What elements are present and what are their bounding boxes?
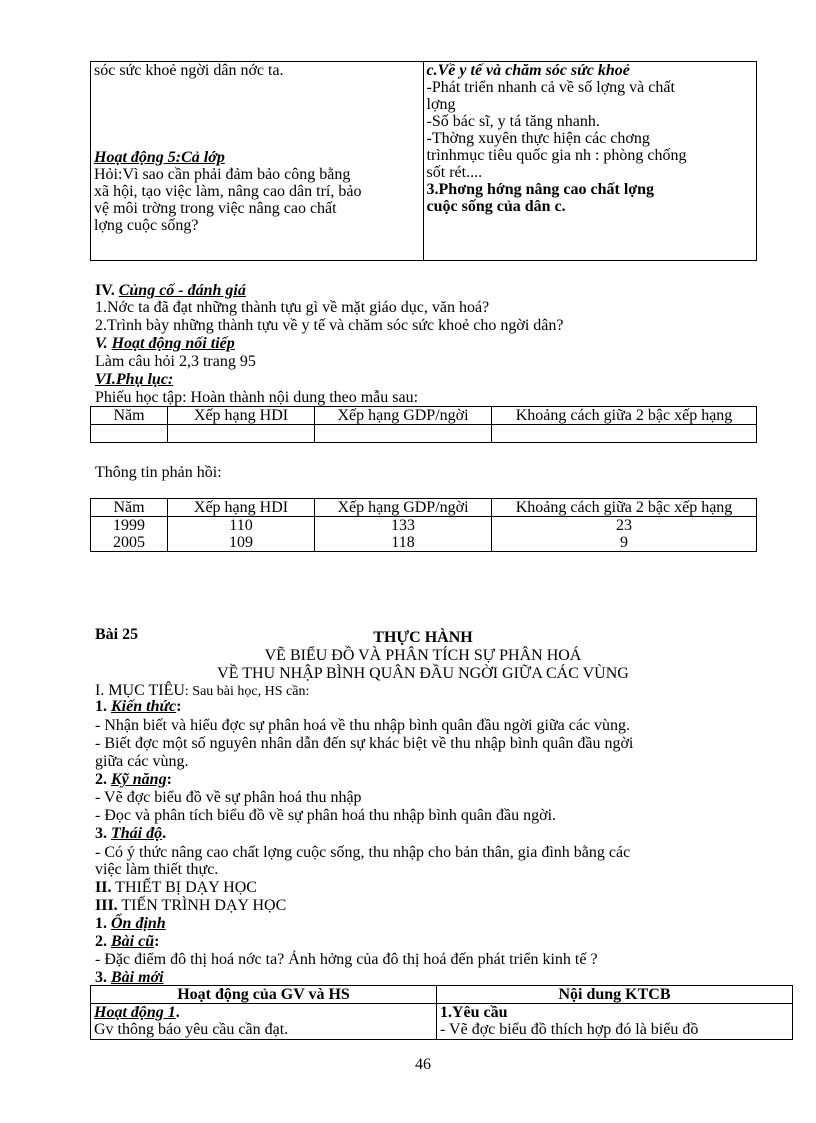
requirement-text: - Vẽ đợc biểu đồ thích hợp đó là biểu đồ xyxy=(440,1021,699,1038)
col-header-hdi: Xếp hạng HDI xyxy=(168,407,315,425)
top-right-cell xyxy=(423,62,756,261)
col-header-gap: Khoảng cách giữa 2 bậc xếp hạng xyxy=(492,499,757,517)
empty-cell xyxy=(315,425,492,443)
feedback-label: Thông tin phản hồi: xyxy=(95,464,222,481)
col-header-gdp: Xếp hạng GDP/ngời xyxy=(315,407,492,425)
cell-year: 2005 xyxy=(91,534,168,552)
step-1-heading: 1. Ổn định xyxy=(95,915,166,932)
activity-table xyxy=(90,985,793,1040)
health-line: -Số bác sĩ, y tá tăng nhanh. xyxy=(426,113,600,130)
old-lesson-question: - Đặc điểm đô thị hoá nớc ta? Ảnh hởng của đô thị hoá đến phát triển kinh tế ? xyxy=(95,951,598,968)
lesson-number: Bài 25 xyxy=(95,626,139,643)
health-line: lợng xyxy=(426,96,456,113)
health-line: sốt rét.... xyxy=(426,164,483,181)
top-left-cell xyxy=(91,62,424,261)
activity-1-heading: Hoạt động 1. xyxy=(94,1004,180,1021)
activity-cell xyxy=(91,1004,437,1040)
requirement-heading: 1.Yêu cầu xyxy=(440,1004,508,1021)
knowledge-item: - Nhận biết và hiểu đợc sự phân hoá về thu nhập bình quân đầu ngời giữa các vùng. xyxy=(95,717,631,734)
worksheet-text: Phiếu học tập: Hoàn thành nội dung theo mẫu sau: xyxy=(95,389,419,406)
page-number: 46 xyxy=(415,1056,431,1073)
direction-heading: cuộc sống của dân c. xyxy=(426,198,566,215)
equipment-heading: II. THIẾT BỊ DẠY HỌC xyxy=(95,879,257,896)
empty-cell xyxy=(168,425,315,443)
cell-gap: 23 xyxy=(492,517,757,535)
cell-gdp: 118 xyxy=(315,534,492,552)
question-line: Hỏi:Vì sao cần phải đảm bảo công bằng xyxy=(94,166,351,183)
review-question-1: 1.Nớc ta đã đạt những thành tựu gì về mặt giáo dục, văn hoá? xyxy=(95,299,490,316)
question-line: vệ môi trờng trong việc nâng cao chất xyxy=(94,200,337,217)
col-header-gdp: Xếp hạng GDP/ngời xyxy=(315,499,492,517)
section-5-heading: V. Hoạt động nối tiếp xyxy=(95,335,235,352)
cell-hdi: 110 xyxy=(168,517,315,535)
procedure-heading: III. TIẾN TRÌNH DẠY HỌC xyxy=(95,897,287,914)
skills-item: - Vẽ đợc biểu đồ về sự phân hoá thu nhập xyxy=(95,789,362,806)
col-header-year: Năm xyxy=(91,499,168,517)
objectives-heading: I. MỤC TIÊU: Sau bài học, HS cần: xyxy=(95,682,310,699)
knowledge-item: - Biết đợc một số nguyên nhân dẫn đến sự khác biệt về thu nhập bình quân đầu ngời xyxy=(95,735,634,752)
col-header-year: Năm xyxy=(91,407,168,425)
homework-text: Làm câu hỏi 2,3 trang 95 xyxy=(95,353,256,370)
header-content: Nội dung KTCB xyxy=(437,986,793,1004)
worksheet-table xyxy=(90,406,757,443)
skills-item: - Đọc và phân tích biểu đồ về sự phân hoá thu nhập bình quân đầu ngời. xyxy=(95,807,557,824)
health-line: -Phát triển nhanh cả về số lợng và chất xyxy=(426,79,675,96)
knowledge-heading: 1. Kiến thức: xyxy=(95,698,182,715)
table-row xyxy=(91,534,757,552)
attitude-item: - Có ý thức nâng cao chất lợng cuộc sống, thu nhập cho bản thân, gia đình bằng các xyxy=(95,844,631,861)
cell-gap: 9 xyxy=(492,534,757,552)
activity-5-heading: Hoạt động 5:Cả lớp xyxy=(94,149,225,166)
cell-hdi: 109 xyxy=(168,534,315,552)
direction-heading: 3.Phơng hớng nâng cao chất lợng xyxy=(426,181,655,198)
top-left-line1: sóc sức khoẻ ngời dân nớc ta. xyxy=(94,62,284,79)
review-question-2: 2.Trình bày những thành tựu về y tế và chăm sóc sức khoẻ cho ngời dân? xyxy=(95,317,564,334)
step-2-heading: 2. Bài cũ: xyxy=(95,933,160,950)
section-4-heading: IV. Củng cố - đánh giá xyxy=(95,282,246,299)
attitude-heading: 3. Thái độ. xyxy=(95,825,167,842)
top-content-table xyxy=(90,61,757,261)
health-heading: c.Về y tế và chăm sóc sức khoẻ xyxy=(426,62,630,79)
lesson-title-3: VỀ THU NHẬP BÌNH QUÂN ĐẦU NGỜI GIỮA CÁC VÙNG xyxy=(217,665,629,682)
appendix-heading: VI.Phụ lục: xyxy=(95,371,174,388)
health-line: -Thờng xuyên thực hiện các chơng xyxy=(426,130,650,147)
col-header-hdi: Xếp hạng HDI xyxy=(168,499,315,517)
knowledge-item-cont: giữa các vùng. xyxy=(95,753,189,770)
lesson-title-1: THỰC HÀNH xyxy=(373,629,473,646)
lesson-title-2: VẼ BIỂU ĐỒ VÀ PHÂN TÍCH SỰ PHÂN HOÁ xyxy=(264,647,582,664)
activity-1-text: Gv thông báo yêu cầu cần đạt. xyxy=(94,1021,289,1038)
header-activities: Hoạt động của GV và HS xyxy=(91,986,437,1004)
question-line: xã hội, tạo việc làm, nâng cao dân trí, bảo xyxy=(94,183,362,200)
feedback-table xyxy=(90,498,757,552)
table-row xyxy=(91,517,757,535)
col-header-gap: Khoảng cách giữa 2 bậc xếp hạng xyxy=(492,407,757,425)
empty-cell xyxy=(492,425,757,443)
question-line: lợng cuộc sống? xyxy=(94,217,199,234)
attitude-item-cont: việc làm thiết thực. xyxy=(95,861,219,878)
cell-year: 1999 xyxy=(91,517,168,535)
health-line: trìnhmục tiêu quốc gia nh : phòng chống xyxy=(426,147,687,164)
cell-gdp: 133 xyxy=(315,517,492,535)
empty-cell xyxy=(91,425,168,443)
skills-heading: 2. Kỹ năng: xyxy=(95,771,172,788)
step-3-heading: 3. Bài mới xyxy=(95,969,164,986)
content-cell xyxy=(437,1004,793,1040)
